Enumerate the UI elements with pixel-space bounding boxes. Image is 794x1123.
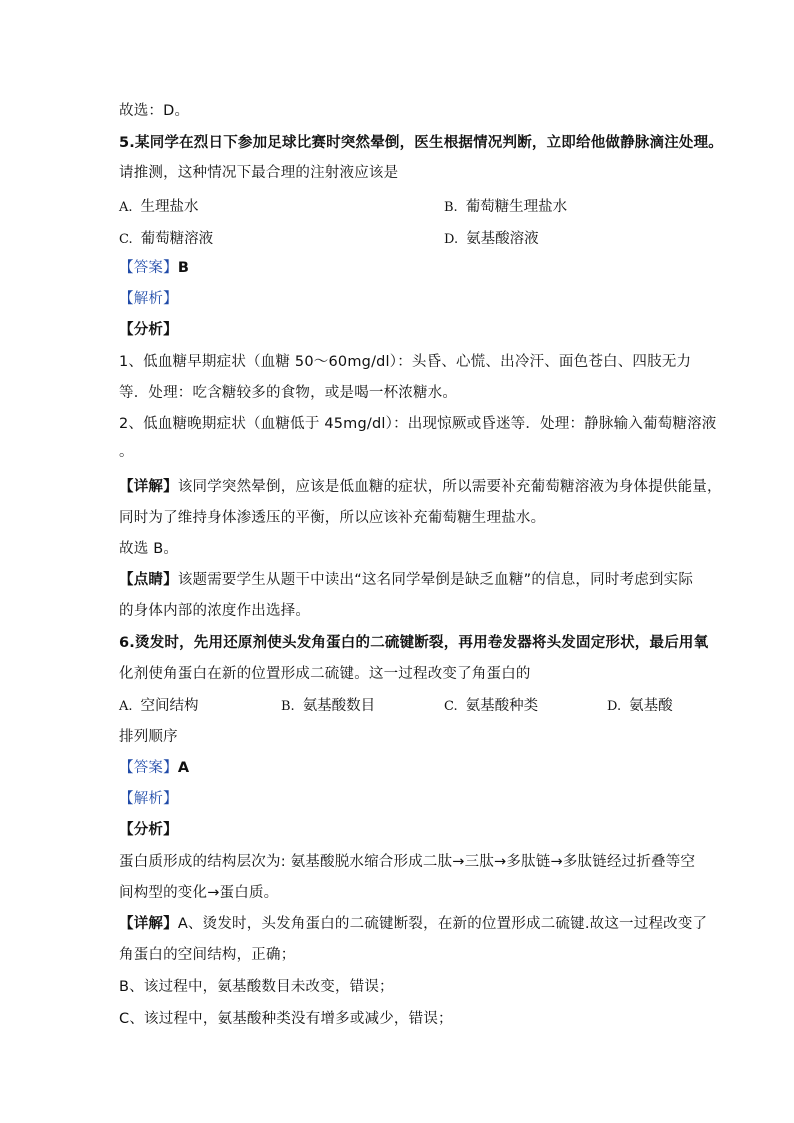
q6-answer-value: A: [177, 760, 190, 776]
q5-detail-a: 该同学突然晕倒，应该是低血糖的症状，所以需要补充葡萄糖溶液为身体提供能量，: [177, 479, 722, 495]
q6-jiexi-tag: 【解析】: [119, 791, 178, 807]
q6-option-a: [119, 696, 199, 717]
q6-stem-line1: [119, 633, 708, 653]
q6-option-c: [444, 696, 538, 717]
q5-option-a: [119, 197, 199, 218]
q6-detail-tag: 【详解】: [119, 916, 178, 932]
q6-analysis-b: 间构型的变化→蛋白质。: [119, 885, 279, 901]
q6-option-b-letter: B.: [281, 699, 295, 714]
q5-option-d-text: 氨基酸溶液: [466, 231, 539, 247]
q5-analysis-2a: 2、低血糖晚期症状（血糖低于 45mg/dl）：出现惊厥或昏迷等．处理：静脉输入葡萄糖溶液: [119, 416, 717, 432]
q6-detail-c: B、该过程中，氨基酸数目未改变，错误；: [119, 979, 394, 995]
q6-option-d-text: 氨基酸: [629, 698, 673, 714]
q5-fenxi-tag: 【分析】: [119, 322, 178, 338]
q6-option-c-letter: C.: [444, 699, 458, 714]
q5-option-b-text: 葡萄糖生理盐水: [465, 199, 568, 215]
q5-stem-line2: 请推测，这种情况下最合理的注射液应该是: [119, 165, 399, 181]
q5-option-c: [119, 229, 213, 250]
q5-answer-tag: 【答案】: [119, 260, 178, 276]
q6-analysis-a: 蛋白质形成的结构层次为: 氨基酸脱水缩合形成二肽→三肽→多肽链→多肽链经过折叠等空: [119, 854, 696, 870]
q5-detail-b: 同时为了维持身体渗透压的平衡，所以应该补充葡萄糖生理盐水。: [119, 510, 546, 526]
q5-stem-text: 5.某同学在烈日下参加足球比赛时突然晕倒，医生根据情况判断，立即给他做静脉滴注处理。: [119, 135, 723, 151]
q5-option-b: [444, 197, 567, 218]
q5-detail-line1: [119, 477, 722, 497]
q5-answer-value: B: [177, 260, 190, 276]
prev-conclusion: 故选：D。: [119, 103, 190, 119]
q5-option-d: [444, 229, 539, 250]
q5-dianjing-a: 该题需要学生从题干中读出“这名同学晕倒是缺乏血糖”的信息，同时考虑到实际: [177, 572, 694, 588]
q6-fenxi-tag: 【分析】: [119, 822, 178, 838]
q5-jiexi-tag: 【解析】: [119, 291, 178, 307]
q6-option-b: [281, 696, 375, 717]
q6-option-d: [607, 696, 673, 717]
q6-detail-b: 角蛋白的空间结构，正确；: [119, 947, 296, 963]
q5-option-a-letter: A.: [119, 200, 133, 215]
q5-option-d-letter: D.: [444, 232, 459, 247]
q5-analysis-2b: 。: [119, 444, 134, 460]
q5-analysis-1a: 1、低血糖早期症状（血糖 50～60mg/dl）：头昏、心慌、出冷汗、面色苍白、四肢无力: [119, 354, 692, 370]
q5-dianjing-b: 的身体内部的浓度作出选择。: [119, 603, 311, 619]
q6-detail-line1: [119, 914, 707, 934]
q6-option-c-text: 氨基酸种类: [465, 698, 539, 714]
q5-detail-tag: 【详解】: [119, 479, 178, 495]
q5-analysis-1b: 等．处理：吃含糖较多的食物，或是喝一杯浓糖水。: [119, 385, 458, 401]
q6-stem-text: 6.烫发时，先用还原剂使头发角蛋白的二硫键断裂，再用卷发器将头发固定形状，最后用氧: [119, 635, 709, 651]
q6-detail-a: A、烫发时，头发角蛋白的二硫键断裂，在新的位置形成二硫键.故这一过程改变了: [177, 916, 708, 932]
q6-stem-line2: 化剂使角蛋白在新的位置形成二硫键。这一过程改变了角蛋白的: [119, 666, 531, 682]
q6-option-a-letter: A.: [119, 699, 133, 714]
q5-stem-line1: [119, 133, 723, 153]
q5-dianjing-tag: 【点睛】: [119, 572, 178, 588]
q5-option-c-text: 葡萄糖溶液: [140, 231, 214, 247]
q6-option-d-wrap: 排列顺序: [119, 729, 178, 745]
q5-conclusion: 故选 B。: [119, 541, 179, 557]
q6-option-b-text: 氨基酸数目: [302, 698, 376, 714]
q6-detail-d: C、该过程中，氨基酸种类没有增多或减少，错误；: [119, 1011, 453, 1027]
q5-option-a-text: 生理盐水: [140, 199, 199, 215]
q6-answer-tag: 【答案】: [119, 760, 178, 776]
q5-option-b-letter: B.: [444, 200, 458, 215]
q5-option-c-letter: C.: [119, 232, 133, 247]
q5-answer: [119, 258, 189, 278]
q6-answer: [119, 758, 189, 778]
q6-option-a-text: 空间结构: [140, 698, 199, 714]
q5-dianjing-line1: [119, 570, 693, 590]
q6-option-d-letter: D.: [607, 699, 622, 714]
